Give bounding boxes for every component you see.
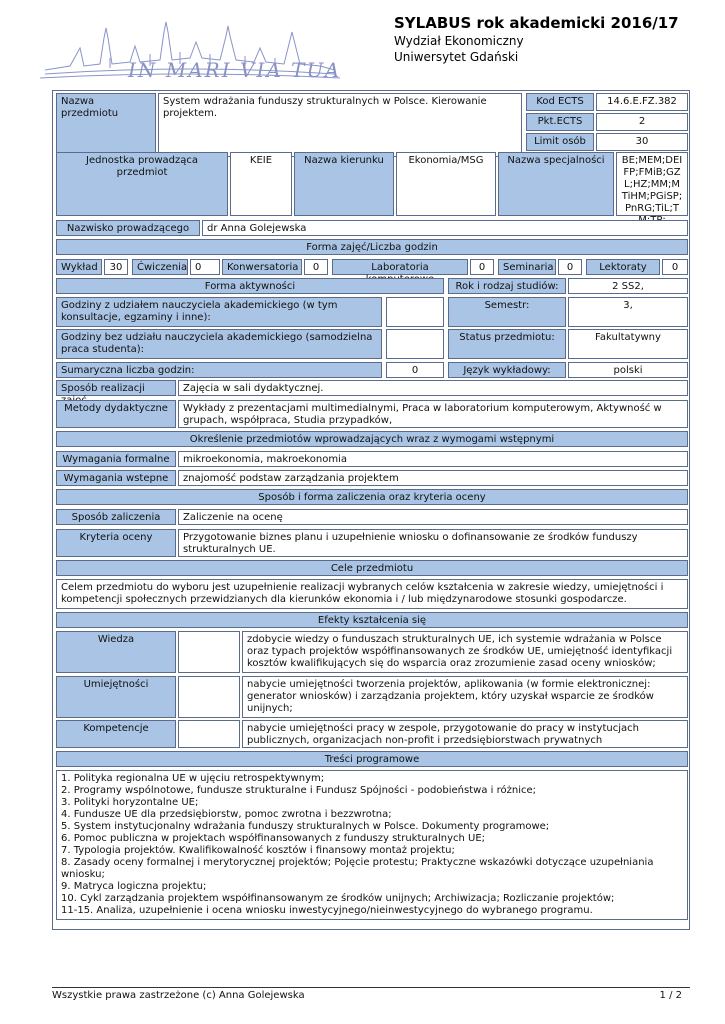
criteria-label: Kryteria oceny xyxy=(56,529,176,557)
limit-label: Limit osób xyxy=(526,133,594,151)
hours-teacher-value xyxy=(386,297,444,327)
content-line: 7. Typologia projektów. Kwalifikowalność kosztów i finansowy montaż projektu; xyxy=(61,845,455,856)
activity-title: Forma aktywności xyxy=(56,278,444,294)
content-line: 6. Pomoc publiczna w projektach współfinansowanych z funduszy strukturalnych UE; xyxy=(61,833,486,844)
faculty-name: Wydział Ekonomiczny xyxy=(394,34,524,48)
year-label: Rok i rodzaj studiów: xyxy=(448,278,566,294)
outcome-knowledge-empty xyxy=(178,631,240,673)
didactic-value: Wykłady z prezentacjami multimedialnymi, Praca w laboratorium komputerowym, Aktywność w grupach, współpraca, Studia przypadków, xyxy=(178,400,688,428)
semester-value: 3, xyxy=(568,297,688,327)
specialty-label: Nazwa specjalności xyxy=(498,152,614,216)
prereq-title: Określenie przedmiotów wprowadzających wraz z wymogami wstępnymi xyxy=(56,431,688,447)
formal-req-label: Wymagania formalne xyxy=(56,451,176,467)
university-name: Uniwersytet Gdański xyxy=(394,50,519,64)
content-line: 3. Polityki horyzontalne UE; xyxy=(61,797,199,808)
lecturer-name: dr Anna Golejewska xyxy=(202,220,688,236)
page-number: 1 / 2 xyxy=(659,990,682,1001)
form-label-lecture: Wykład xyxy=(56,259,102,275)
content-line: 1. Polityka regionalna UE w ujęciu retrospektywnym; xyxy=(61,773,325,784)
form-value-seminar: 0 xyxy=(558,259,582,275)
direction-label: Nazwa kierunku xyxy=(294,152,394,216)
form-value-conversatory: 0 xyxy=(304,259,328,275)
assessment-method-value: Zaliczenie na ocenę xyxy=(178,509,688,525)
content-line: 9. Matryca logiczna projektu; xyxy=(61,881,207,892)
outcome-knowledge-text: zdobycie wiedzy o funduszach strukturalnych UE, ich systemie wdrażania w Polsce oraz typach projektów współfinansowanych ze środków UE, umiejętność identyfikacji kosztów kwalifikujących się do wsparcia oraz zrozumienie zasad oceny wniosków; xyxy=(242,631,688,673)
hours-teacher-label: Godziny z udziałem nauczyciela akademickiego (w tym konsultacje, egzaminy i inne): xyxy=(56,297,382,327)
language-label: Język wykładowy: xyxy=(448,362,566,378)
realization-label: Sposób realizacji xyxy=(56,380,176,396)
outcome-knowledge-label: Wiedza xyxy=(56,631,176,673)
year-value: 2 SS2, xyxy=(568,278,688,294)
logo-motto: IN MARI VIA TUA xyxy=(128,58,342,82)
ects-points-label: Pkt.ECTS xyxy=(526,113,594,131)
forms-title: Forma zajęć/Liczba godzin xyxy=(56,239,688,255)
initial-req-value: znajomość podstaw zarządzania projektem xyxy=(178,470,688,486)
content-line: 10. Cykl zarządzania projektem współfinansowanym ze środków unijnych; Archiwizacja; Rozliczanie projektów; xyxy=(61,893,615,904)
outcome-skills-text: nabycie umiejętności tworzenia projektów, aplikowania (w formie elektronicznej: generator wniosków) i zarządzania projektem, który uzyskał wsparcie ze środków unijnych; xyxy=(242,676,688,718)
hours-self-value xyxy=(386,329,444,359)
course-name-label: Nazwa przedmiotu xyxy=(56,93,156,157)
limit-value: 30 xyxy=(596,133,688,151)
content-line: 4. Fundusze UE dla przedsiębiorstw, pomoc zwrotna i bezzwrotna; xyxy=(61,809,392,820)
outcome-competences-empty xyxy=(178,720,240,748)
specialty-value: BE;MEM;DEIFP;FMiB;GZL;HZ;MM;MTiHM;PGiSP;PnRG;TiL;T xyxy=(616,152,688,216)
goals-title: Cele przedmiotu xyxy=(56,560,688,576)
outcome-skills-empty xyxy=(178,676,240,718)
total-hours-value: 0 xyxy=(386,362,444,378)
form-label-conversatory: Konwersatoria xyxy=(222,259,302,275)
form-value-lab: 0 xyxy=(470,259,494,275)
goals-text: Celem przedmiotu do wyboru jest uzupełnienie realizacji wybranych celów kształcenia w zakresie wiedzy, umiejętności i kompetencji społecznych przewidzianych dla kierunków ekonomia i / lub międzynarodowe stosunki gospodarcze. xyxy=(56,579,688,609)
course-name: System wdrażania funduszy strukturalnych w Polsce. Kierowanie projektem. xyxy=(158,93,522,157)
form-label-lab: Laboratoria xyxy=(332,259,468,275)
form-value-exercises: 0 xyxy=(190,259,220,275)
content-line: 8. Zasady oceny formalnej i merytorycznej projektów; Pojęcie protestu; Praktyczne wskazówki dotyczące uzupełniania wniosku; xyxy=(61,857,654,880)
status-value: Fakultatywny xyxy=(568,329,688,359)
assessment-method-label: Sposób zaliczenia xyxy=(56,509,176,525)
unit-label: Jednostka prowadząca przedmiot xyxy=(56,152,228,216)
assessment-title: Sposób i forma zaliczenia oraz kryteria oceny xyxy=(56,489,688,505)
total-hours-label: Sumaryczna liczba godzin: xyxy=(56,362,382,378)
form-label-exercises: Ćwiczenia xyxy=(132,259,188,275)
form-label-seminar: Seminaria xyxy=(498,259,556,275)
ects-code-label: Kod ECTS xyxy=(526,93,594,111)
form-label-language: Lektoraty xyxy=(586,259,660,275)
didactic-label: Metody dydaktyczne xyxy=(56,400,176,428)
outcome-competences-text: nabycie umiejętności pracy w zespole, przygotowanie do pracy w instytucjach publicznych, organizacjach non-profit i przedsiębiorstwach prywatnych xyxy=(242,720,688,748)
page-header xyxy=(0,0,725,90)
initial-req-label: Wymagania wstepne xyxy=(56,470,176,486)
content-line: 11-15. Analiza, uzupełnienie i ocena wniosku inwestycyjnego/nieinwestycyjnego do wybranego programu. xyxy=(61,905,593,916)
form-value-language: 0 xyxy=(662,259,688,275)
outcomes-title: Efekty kształcenia się xyxy=(56,612,688,628)
outcome-skills-label: Umiejętności xyxy=(56,676,176,718)
ects-code: 14.6.E.FZ.382 xyxy=(596,93,688,111)
content-line: 5. System instytucjonalny wdrażania funduszy strukturalnych w Polsce. Dokumenty programowe; xyxy=(61,821,550,832)
unit-value: KEIE xyxy=(230,152,292,216)
content-title: Treści programowe xyxy=(56,751,688,767)
page-title: SYLABUS rok akademicki 2016/17 xyxy=(394,14,679,32)
content-list xyxy=(56,770,688,920)
status-label: Status przedmiotu: xyxy=(448,329,566,359)
page-footer xyxy=(52,987,690,1001)
lecturer-label: Nazwisko prowadzącego xyxy=(56,220,200,236)
direction-value: Ekonomia/MSG xyxy=(396,152,496,216)
realization-value: Zajęcia w sali dydaktycznej. xyxy=(178,380,688,396)
form-value-lecture: 30 xyxy=(104,259,128,275)
content-line: 2. Programy wspólnotowe, fundusze strukturalne i Fundusz Spójności - podobieństwa i różnice; xyxy=(61,785,536,796)
semester-label: Semestr: xyxy=(448,297,566,327)
formal-req-value: mikroekonomia, makroekonomia xyxy=(178,451,688,467)
language-value: polski xyxy=(568,362,688,378)
copyright-text: Wszystkie prawa zastrzeżone (c) Anna Golejewska xyxy=(52,990,305,1001)
ects-points: 2 xyxy=(596,113,688,131)
hours-self-label: Godziny bez udziału nauczyciela akademickiego (samodzielna praca studenta): xyxy=(56,329,382,359)
criteria-value: Przygotowanie biznes planu i uzupełnienie wniosku o dofinansowanie ze środków funduszy strukturalnych UE. xyxy=(178,529,688,557)
outcome-competences-label: Kompetencje xyxy=(56,720,176,748)
